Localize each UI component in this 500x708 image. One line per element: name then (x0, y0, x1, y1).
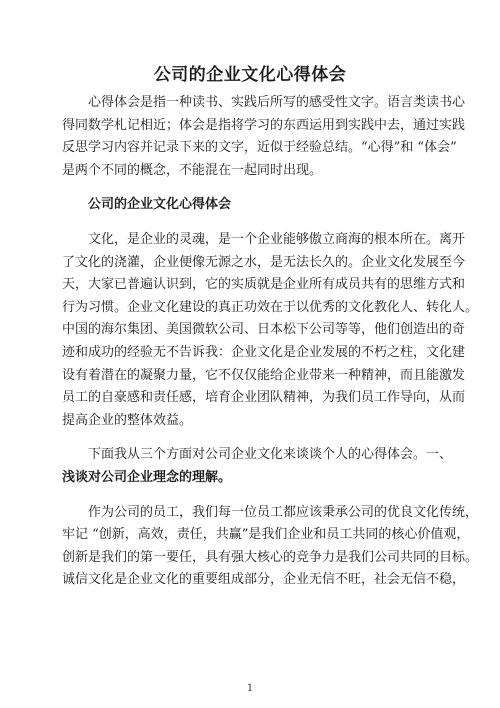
paragraph-line: 天，大家已普遍认识到，它的实质就是企业所有成员共有的思维方式和 (62, 277, 466, 293)
page-number: 1 (246, 683, 254, 694)
paragraph-line: 文化，是企业的灵魂，是一个企业能够傲立商海的根本所在。离开 (88, 231, 466, 247)
intro-text: 下面我从三个方面对公司企业文化来谈谈个人的心得体会。 (88, 447, 427, 463)
paragraph-line: 反思学习内容并记录下来的文字，近似于经验总结。“心得”和 “体会” (62, 140, 457, 156)
section-heading: 浅谈对公司企业理念的理解。 (62, 469, 232, 485)
paragraph-line: 牢记 “创新，高效，责任，共赢”是我们企业和员工共同的核心价值观， (62, 527, 470, 543)
paragraph-line: 得同数学札记相近；体会是指将学习的东西运用到实践中去，通过实践 (62, 117, 466, 133)
paragraph-line: 迹和成功的经验无不告诉我：企业文化是企业发展的不朽之柱，文化建 (62, 344, 466, 360)
paragraph-line: 员工的自豪感和责任感，培育企业团队精神，为我们员工作导向，从而 (62, 390, 466, 406)
paragraph-line: 作为公司的员工，我们每一位员工都应该秉承公司的优良文化传统， (88, 504, 479, 520)
document-title: 公司的企业文化心得体会 (153, 65, 347, 85)
section-number: 一、 (426, 447, 453, 463)
paragraph-line: 创新是我们的第一要任，具有强大核心的竞争力是我们公司共同的目标。 (62, 549, 479, 565)
intro-line (62, 444, 453, 467)
paragraph-line: 是两个不同的概念，不能混在一起同时出现。 (62, 162, 323, 178)
section-subheading: 公司的企业文化心得体会 (88, 197, 232, 213)
paragraph-line: 诚信文化是企业文化的重要组成部分，企业无信不旺，社会无信不稳， (62, 572, 466, 588)
document-body (62, 92, 479, 592)
paragraph-line: 中国的海尔集团、美国微软公司、日本松下公司等等，他们创造出的奇 (62, 322, 466, 338)
paragraph-line: 提高企业的整体效益。 (62, 412, 193, 428)
paragraph-line: 心得体会是指一种读书、实践后所写的感受性文字。语言类读书心 (88, 95, 466, 110)
paragraph-line: 行为习惯。企业文化建设的真正功效在于以优秀的文化教化人、转化人。 (62, 299, 479, 315)
paragraph-line: 设有着潜在的凝聚力量，它不仅仅能给企业带来一种精神，而且能激发 (62, 367, 466, 383)
paragraph-line: 了文化的浇灌，企业便像无源之水，是无法长久的。企业文化发展至今 (62, 254, 466, 270)
